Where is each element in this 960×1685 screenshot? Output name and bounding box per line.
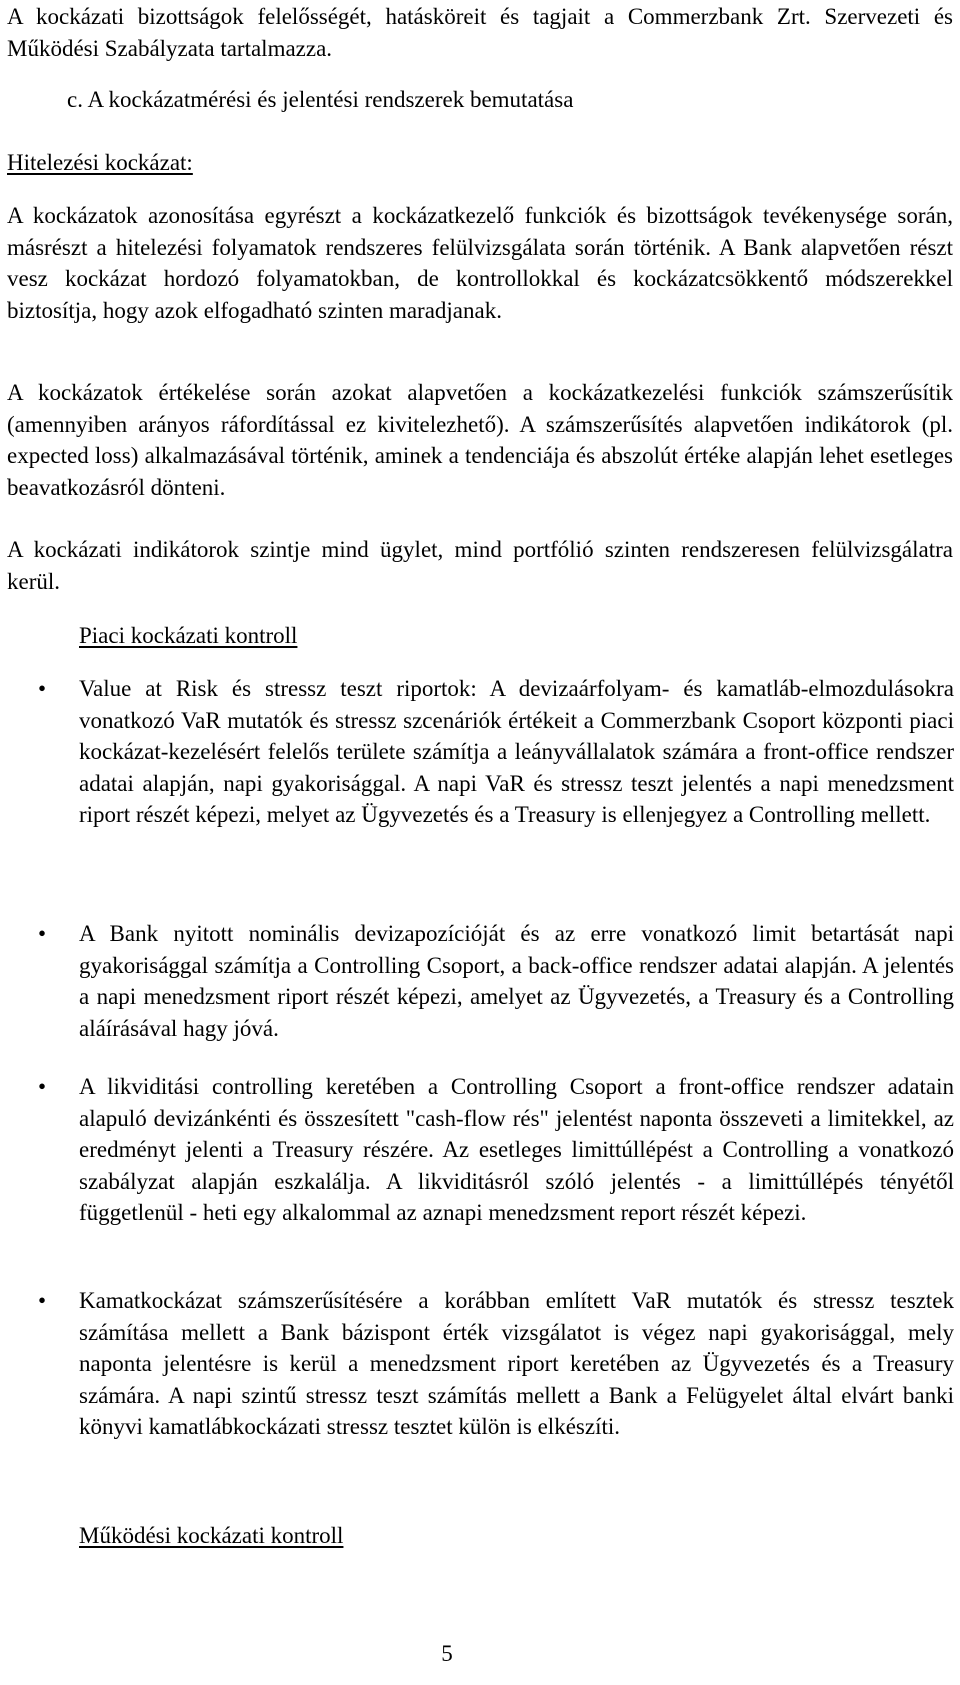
risk-evaluation-paragraph: A kockázatok értékelése során azokat alapvetően a kockázatkezelési funkciók számszerűsítik (amennyiben arányos ráfordítással ez kivitelezhető). A számszerűsítés alapvetően indikátorok (pl. expected loss) alkalmazásával történik, aminek a tendenciája és abszolút értéke alapján lehet esetleges beavatkozásról dönteni. [7, 380, 953, 500]
bullet-item-fx-position: A Bank nyitott nominális devizapozícióját és az erre vonatkozó limit betartását napi gyakorisággal számítja a Controlling Csoport, a back-office rendszer adatai alapján. A jelentés a napi menedzsment riport részét képezi, amelyet az Ügyvezetés, a Treasury és a Controlling aláírásával hagy jóvá. [79, 921, 954, 1041]
document-page [7, 0, 957, 1685]
credit-risk-heading: Hitelezési kockázat: [7, 150, 193, 175]
bullet-item-liquidity: A likviditási controlling keretében a Controlling Csoport a front-office rendszer adatain alapuló devizánkénti és összesített "cash-flow rés" jelentést naponta összeveti a limitekkel, az eredményt jelenti a Treasury részére. Az esetleges limittúllépést a Controlling a vonatkozó szabályzat alapján eszkalálja. A likviditásról szóló jelentés - a limittúllépés tényétől függetlenül - heti egy alkalommal az aznapi menedzsment report részét képezi. [79, 1074, 954, 1225]
intro-paragraph: A kockázati bizottságok felelősségét, hatásköreit és tagjait a Commerzbank Zrt. Szervezeti és Működési Szabályzata tartalmazza. [7, 4, 953, 61]
risk-identification-paragraph: A kockázatok azonosítása egyrészt a kockázatkezelő funkciók és bizottságok tevékenysége során, másrészt a hitelezési folyamatok rendszeres felülvizsgálata során történik. A Bank alapvetően részt vesz kockázat hordozó folyamatokban, de kontrollokkal és kockázatcsökkentő módszerekkel biztosítja, hogy azok elfogadható szinten maradjanak. [7, 203, 953, 323]
market-risk-control-heading: Piaci kockázati kontroll [79, 623, 298, 648]
page-number: 5 [441, 1641, 453, 1666]
bullet-icon: • [38, 921, 47, 946]
risk-indicator-paragraph: A kockázati indikátorok szintje mind ügylet, mind portfólió szinten rendszeresen felülvizsgálatra kerül. [7, 537, 953, 594]
bullet-item-interest-rate: Kamatkockázat számszerűsítésére a korábban említett VaR mutatók és stressz tesztek számítása mellett a Bank bázispont érték vizsgálatot is végez napi gyakorisággal, mely naponta jelentésre is kerül a menedzsment riport keretében az Ügyvezetés és a Treasury számára. A napi szintű stressz teszt számítás mellett a Bank a Felügyelet által elvárt banki könyvi kamatlábkockázati stressz tesztet külön is elkészíti. [79, 1288, 954, 1439]
bullet-item-var-stress: Value at Risk és stressz teszt riportok: A devizaárfolyam- és kamatláb-elmozdulásokra vonatkozó VaR mutatók és stressz szcenáriók értékeit a Commerzbank Csoport központi piaci kockázat-kezelésért felelős területe számítja a leányvállalatok számára a front-office rendszer adatai alapján, napi gyakorisággal. A napi VaR és stressz teszt jelentés a napi menedzsment riport részét képezi, melyet az Ügyvezetés és a Treasury is ellenjegyez a Controlling mellett. [79, 676, 954, 827]
section-heading-c: c. A kockázatmérési és jelentési rendszerek bemutatása [67, 87, 574, 112]
bullet-icon: • [38, 676, 47, 701]
operational-risk-control-heading: Működési kockázati kontroll [79, 1523, 344, 1548]
bullet-icon: • [38, 1288, 47, 1313]
bullet-icon: • [38, 1074, 47, 1099]
